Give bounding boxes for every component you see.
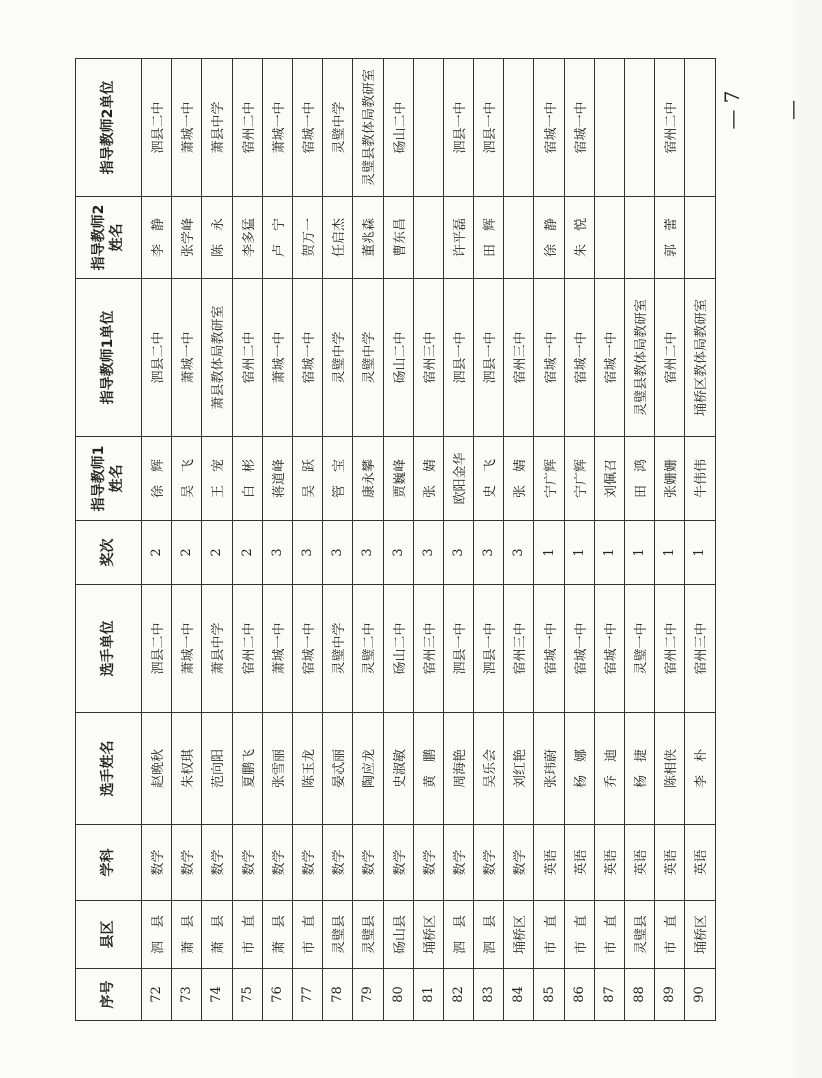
cell-col-subject: 数学 [202, 825, 232, 901]
cell-col-contestant-name: 乔 迪 [594, 713, 624, 825]
cell-col-contestant-name: 史淑敏 [383, 713, 413, 825]
cell-col-subject: 英语 [655, 825, 685, 901]
cell-col-contestant-name: 晏忒丽 [323, 713, 353, 825]
cell-col-contestant-unit: 宿州三中 [413, 585, 443, 713]
cell-col-teacher2-unit: 宿州二中 [232, 59, 262, 197]
cell-col-award: 3 [443, 521, 473, 585]
cell-col-teacher2-unit: 萧县中学 [202, 59, 232, 197]
cell-col-award: 1 [655, 521, 685, 585]
cell-col-subject: 数学 [262, 825, 292, 901]
table-row [172, 59, 202, 1021]
cell-col-county: 泗 县 [142, 901, 172, 969]
cell-col-award: 3 [504, 521, 534, 585]
table-row [504, 59, 534, 1021]
header-col-teacher2-name: 指导教师2姓名 [76, 197, 142, 279]
table-row [443, 59, 473, 1021]
cell-col-county: 萧 县 [172, 901, 202, 969]
cell-col-index: 90 [685, 969, 715, 1021]
cell-col-teacher1-name: 贾巍峰 [383, 437, 413, 521]
rotated-table-wrapper [75, 59, 715, 1021]
header-col-contestant-unit: 选手单位 [76, 585, 142, 713]
cell-col-contestant-name: 陈玉龙 [292, 713, 322, 825]
cell-col-teacher2-unit: 萧城一中 [172, 59, 202, 197]
cell-col-index: 89 [655, 969, 685, 1021]
cell-col-index: 82 [443, 969, 473, 1021]
cell-col-teacher2-unit: 宿州二中 [655, 59, 685, 197]
table-row [594, 59, 624, 1021]
cell-col-teacher2-name: 李多猛 [232, 197, 262, 279]
cell-col-teacher1-name: 牛伟伟 [685, 437, 715, 521]
cell-col-subject: 英语 [685, 825, 715, 901]
cell-col-teacher2-name [504, 197, 534, 279]
cell-col-county: 市 直 [655, 901, 685, 969]
table-row [323, 59, 353, 1021]
cell-col-subject: 数学 [413, 825, 443, 901]
cell-col-contestant-unit: 宿州三中 [504, 585, 534, 713]
cell-col-contestant-name: 刘红艳 [504, 713, 534, 825]
cell-col-subject: 数学 [323, 825, 353, 901]
cell-col-teacher1-name: 白 彬 [232, 437, 262, 521]
cell-col-teacher1-unit: 埇桥区教体局教研室 [685, 279, 715, 437]
cell-col-teacher1-name: 康永攀 [353, 437, 383, 521]
cell-col-county: 市 直 [292, 901, 322, 969]
cell-col-contestant-unit: 宿州二中 [655, 585, 685, 713]
cell-col-index: 81 [413, 969, 443, 1021]
cell-col-teacher1-unit: 宿州三中 [504, 279, 534, 437]
cell-col-teacher2-unit [594, 59, 624, 197]
page-number: — 7 — [720, 90, 804, 130]
cell-col-county: 萧 县 [202, 901, 232, 969]
cell-col-award: 1 [685, 521, 715, 585]
table-header-row [76, 59, 142, 1021]
table-row [353, 59, 383, 1021]
table-row [232, 59, 262, 1021]
cell-col-award: 1 [534, 521, 564, 585]
cell-col-teacher2-name [594, 197, 624, 279]
cell-col-contestant-unit: 宿城一中 [564, 585, 594, 713]
table-row [413, 59, 443, 1021]
table-row [564, 59, 594, 1021]
header-col-teacher1-name: 指导教师1姓名 [76, 437, 142, 521]
cell-col-teacher1-unit: 灵璧中学 [323, 279, 353, 437]
cell-col-contestant-unit: 宿城一中 [292, 585, 322, 713]
cell-col-contestant-name: 杨 娜 [564, 713, 594, 825]
cell-col-teacher1-unit: 宿州二中 [232, 279, 262, 437]
cell-col-teacher2-name [685, 197, 715, 279]
cell-col-county: 市 直 [232, 901, 262, 969]
header-col-county: 县区 [76, 901, 142, 969]
cell-col-county: 萧 县 [262, 901, 292, 969]
cell-col-county: 市 直 [534, 901, 564, 969]
cell-col-teacher2-unit: 宿城一中 [292, 59, 322, 197]
cell-col-award: 1 [564, 521, 594, 585]
cell-col-subject: 英语 [625, 825, 655, 901]
cell-col-teacher2-name: 陈 永 [202, 197, 232, 279]
cell-col-teacher1-name: 蒋道峰 [262, 437, 292, 521]
cell-col-contestant-name: 朱权琪 [172, 713, 202, 825]
cell-col-index: 72 [142, 969, 172, 1021]
awards-table [75, 58, 716, 1021]
cell-col-award: 3 [474, 521, 504, 585]
table-body [142, 59, 716, 1021]
cell-col-teacher1-unit: 砀山二中 [383, 279, 413, 437]
header-col-teacher1-unit: 指导教师1单位 [76, 279, 142, 437]
cell-col-contestant-unit: 宿州二中 [232, 585, 262, 713]
cell-col-index: 87 [594, 969, 624, 1021]
cell-col-teacher2-unit: 泗县二中 [142, 59, 172, 197]
cell-col-award: 1 [625, 521, 655, 585]
cell-col-index: 74 [202, 969, 232, 1021]
cell-col-teacher2-unit: 宿城一中 [564, 59, 594, 197]
cell-col-teacher2-unit: 宿城一中 [534, 59, 564, 197]
cell-col-index: 86 [564, 969, 594, 1021]
cell-col-teacher2-name: 卢 宁 [262, 197, 292, 279]
cell-col-teacher2-unit [413, 59, 443, 197]
cell-col-index: 79 [353, 969, 383, 1021]
cell-col-subject: 数学 [353, 825, 383, 901]
cell-col-teacher2-name: 董兆森 [353, 197, 383, 279]
cell-col-teacher1-unit: 萧城一中 [172, 279, 202, 437]
cell-col-contestant-name: 陈相侠 [655, 713, 685, 825]
cell-col-index: 84 [504, 969, 534, 1021]
cell-col-contestant-name: 杨 捷 [625, 713, 655, 825]
cell-col-award: 2 [142, 521, 172, 585]
cell-col-contestant-name: 夏鹏飞 [232, 713, 262, 825]
cell-col-subject: 数学 [474, 825, 504, 901]
cell-col-teacher1-name: 张姗姗 [655, 437, 685, 521]
table-row [383, 59, 413, 1021]
cell-col-index: 73 [172, 969, 202, 1021]
cell-col-subject: 数学 [142, 825, 172, 901]
cell-col-county: 灵璧县 [625, 901, 655, 969]
cell-col-contestant-unit: 宿州三中 [685, 585, 715, 713]
cell-col-contestant-name: 李 朴 [685, 713, 715, 825]
cell-col-teacher1-unit: 灵璧县教体局教研室 [625, 279, 655, 437]
cell-col-teacher1-unit: 宿城一中 [564, 279, 594, 437]
cell-col-county: 埇桥区 [413, 901, 443, 969]
cell-col-index: 88 [625, 969, 655, 1021]
cell-col-contestant-name: 吴乐会 [474, 713, 504, 825]
cell-col-contestant-unit: 灵璧一中 [625, 585, 655, 713]
cell-col-teacher2-unit: 萧城一中 [262, 59, 292, 197]
cell-col-award: 3 [353, 521, 383, 585]
cell-col-county: 埇桥区 [685, 901, 715, 969]
cell-col-teacher2-name: 田 辉 [474, 197, 504, 279]
cell-col-subject: 数学 [443, 825, 473, 901]
cell-col-contestant-unit: 泗县一中 [474, 585, 504, 713]
cell-col-index: 80 [383, 969, 413, 1021]
cell-col-county: 砀山县 [383, 901, 413, 969]
cell-col-county: 市 直 [564, 901, 594, 969]
cell-col-teacher1-name: 史 飞 [474, 437, 504, 521]
cell-col-county: 灵璧县 [353, 901, 383, 969]
cell-col-teacher2-name [413, 197, 443, 279]
table-row [262, 59, 292, 1021]
cell-col-teacher2-unit: 泗县一中 [443, 59, 473, 197]
cell-col-county: 灵璧县 [323, 901, 353, 969]
cell-col-contestant-name: 陶应龙 [353, 713, 383, 825]
cell-col-subject: 英语 [594, 825, 624, 901]
cell-col-teacher1-name: 张 婧 [413, 437, 443, 521]
cell-col-teacher1-unit: 萧县教体局教研室 [202, 279, 232, 437]
cell-col-teacher1-unit: 宿州三中 [413, 279, 443, 437]
header-col-teacher2-unit: 指导教师2单位 [76, 59, 142, 197]
cell-col-teacher2-name: 郭 蕾 [655, 197, 685, 279]
cell-col-contestant-name: 张雪丽 [262, 713, 292, 825]
header-col-index: 序号 [76, 969, 142, 1021]
cell-col-teacher1-name: 刘佩召 [594, 437, 624, 521]
cell-col-contestant-unit: 泗县一中 [443, 585, 473, 713]
table-row [142, 59, 172, 1021]
cell-col-subject: 英语 [564, 825, 594, 901]
cell-col-teacher1-name: 吴 跃 [292, 437, 322, 521]
cell-col-award: 3 [383, 521, 413, 585]
cell-col-contestant-unit: 宿城一中 [594, 585, 624, 713]
table-row [685, 59, 715, 1021]
cell-col-teacher1-unit: 宿城一中 [292, 279, 322, 437]
cell-col-contestant-unit: 砀山二中 [383, 585, 413, 713]
cell-col-award: 2 [172, 521, 202, 585]
cell-col-contestant-unit: 萧城一中 [172, 585, 202, 713]
cell-col-index: 85 [534, 969, 564, 1021]
table-row [534, 59, 564, 1021]
cell-col-teacher2-name: 朱 悦 [564, 197, 594, 279]
cell-col-index: 83 [474, 969, 504, 1021]
cell-col-contestant-name: 周海艳 [443, 713, 473, 825]
cell-col-teacher1-name: 张 婧 [504, 437, 534, 521]
cell-col-contestant-unit: 萧城一中 [262, 585, 292, 713]
header-col-subject: 学科 [76, 825, 142, 901]
cell-col-award: 3 [262, 521, 292, 585]
cell-col-teacher2-unit: 灵璧县教体局教研室 [353, 59, 383, 197]
table-row [202, 59, 232, 1021]
cell-col-index: 78 [323, 969, 353, 1021]
cell-col-contestant-name: 范向阳 [202, 713, 232, 825]
cell-col-teacher2-unit: 泗县一中 [474, 59, 504, 197]
cell-col-teacher1-name: 吴 飞 [172, 437, 202, 521]
header-col-award: 奖次 [76, 521, 142, 585]
cell-col-contestant-unit: 灵璧中学 [323, 585, 353, 713]
cell-col-award: 3 [413, 521, 443, 585]
cell-col-county: 埇桥区 [504, 901, 534, 969]
cell-col-teacher1-unit: 泗县一中 [474, 279, 504, 437]
cell-col-contestant-unit: 泗县二中 [142, 585, 172, 713]
cell-col-contestant-unit: 萧县中学 [202, 585, 232, 713]
cell-col-teacher2-name: 张学峰 [172, 197, 202, 279]
cell-col-teacher1-name: 宁广辉 [564, 437, 594, 521]
cell-col-teacher2-unit: 灵璧中学 [323, 59, 353, 197]
cell-col-teacher1-name: 王 宠 [202, 437, 232, 521]
cell-col-teacher2-name [625, 197, 655, 279]
cell-col-contestant-name: 黄 鹏 [413, 713, 443, 825]
cell-col-subject: 数学 [172, 825, 202, 901]
cell-col-teacher2-name: 贺万一 [292, 197, 322, 279]
cell-col-award: 3 [292, 521, 322, 585]
cell-col-teacher2-name: 曹东昌 [383, 197, 413, 279]
cell-col-contestant-name: 张玮蔚 [534, 713, 564, 825]
cell-col-contestant-unit: 灵璧二中 [353, 585, 383, 713]
cell-col-teacher1-name: 宁广辉 [534, 437, 564, 521]
cell-col-award: 3 [323, 521, 353, 585]
cell-col-award: 1 [594, 521, 624, 585]
cell-col-teacher2-name: 任启杰 [323, 197, 353, 279]
cell-col-teacher2-unit [625, 59, 655, 197]
cell-col-county: 市 直 [594, 901, 624, 969]
cell-col-teacher1-unit: 宿城一中 [594, 279, 624, 437]
cell-col-subject: 英语 [534, 825, 564, 901]
cell-col-teacher1-name: 管 宝 [323, 437, 353, 521]
cell-col-teacher1-unit: 宿州二中 [655, 279, 685, 437]
cell-col-teacher2-name: 徐 静 [534, 197, 564, 279]
cell-col-award: 2 [232, 521, 262, 585]
cell-col-teacher1-unit: 泗县一中 [443, 279, 473, 437]
cell-col-teacher1-unit: 萧城一中 [262, 279, 292, 437]
table-row [655, 59, 685, 1021]
header-col-contestant-name: 选手姓名 [76, 713, 142, 825]
cell-col-teacher1-name: 徐 辉 [142, 437, 172, 521]
cell-col-county: 泗 县 [474, 901, 504, 969]
cell-col-teacher2-unit [504, 59, 534, 197]
table-row [625, 59, 655, 1021]
cell-col-award: 2 [202, 521, 232, 585]
cell-col-index: 76 [262, 969, 292, 1021]
cell-col-subject: 数学 [232, 825, 262, 901]
cell-col-subject: 数学 [292, 825, 322, 901]
cell-col-teacher1-unit: 宿城一中 [534, 279, 564, 437]
cell-col-subject: 数学 [383, 825, 413, 901]
cell-col-teacher2-name: 许平磊 [443, 197, 473, 279]
cell-col-contestant-name: 赵晚秋 [142, 713, 172, 825]
cell-col-teacher1-name: 田 鸿 [625, 437, 655, 521]
cell-col-teacher1-unit: 泗县二中 [142, 279, 172, 437]
cell-col-contestant-unit: 宿城一中 [534, 585, 564, 713]
table-row [474, 59, 504, 1021]
cell-col-county: 泗 县 [443, 901, 473, 969]
cell-col-teacher1-name: 欧阳金华 [443, 437, 473, 521]
cell-col-teacher1-unit: 灵璧中学 [353, 279, 383, 437]
cell-col-teacher2-unit: 砀山二中 [383, 59, 413, 197]
cell-col-teacher2-name: 李 静 [142, 197, 172, 279]
cell-col-subject: 数学 [504, 825, 534, 901]
cell-col-index: 75 [232, 969, 262, 1021]
table-row [292, 59, 322, 1021]
cell-col-index: 77 [292, 969, 322, 1021]
